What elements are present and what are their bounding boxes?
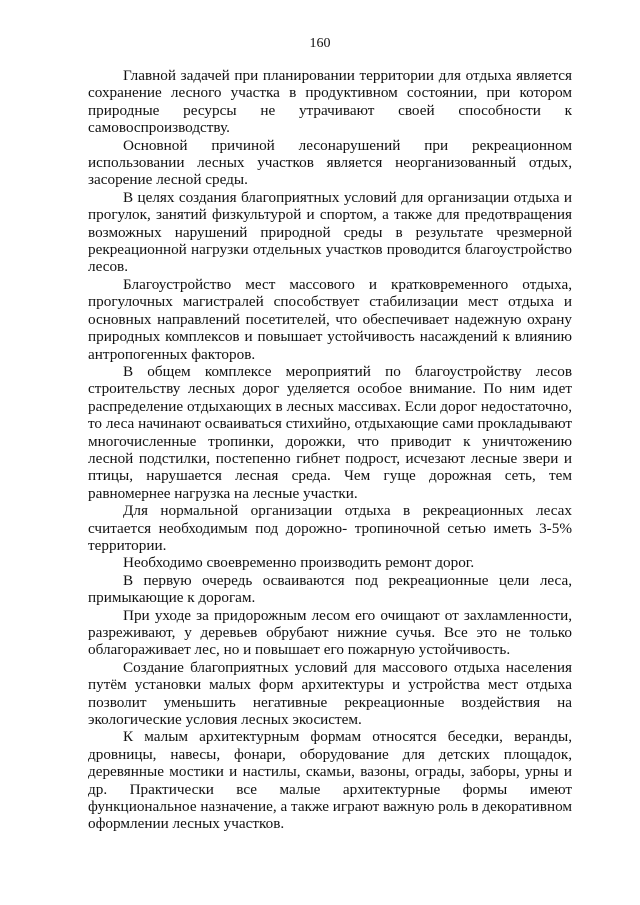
paragraph: Главной задачей при планировании территории для отдыха является сохранение лесного участка в продуктивном состоянии, при котором природные ресурсы не утрачивают своей способности к самовоспроизводству.	[88, 67, 572, 137]
paragraph: Для нормальной организации отдыха в рекреационных лесах считается необходимым под дорожно- тропиночной сетью иметь 3-5% территории.	[88, 502, 572, 554]
paragraph: При уходе за придорожным лесом его очищают от захламленности, разреживают, у деревьев обрубают нижние сучья. Все это не только облагораживает лес, но и повышает его пожарную устойчивость.	[88, 606, 572, 659]
paragraph: В первую очередь осваиваются под рекреационные цели леса, примыкающие к дорогам.	[88, 571, 572, 607]
paragraph: Основной причиной лесонарушений при рекреационном использовании лесных участков является неорганизованный отдых, засорение лесной среды.	[88, 136, 572, 189]
paragraph: Необходимо своевременно производить ремонт дорог.	[123, 554, 475, 572]
page-body	[88, 67, 572, 833]
paragraph: К малым архитектурным формам относятся беседки, веранды, дровницы, навесы, фонари, оборудование для детских площадок, деревянные мостики и настилы, скамьи, вазоны, ограды, заборы, урны и др. Практически все малые архитектурные формы имеют функциональное назначение, а также играют важную роль в декоративном оформлении лесных участков.	[88, 728, 572, 833]
paragraph: Создание благоприятных условий для массового отдыха населения путём установки малых форм архитектуры и устройства мест отдыха позволит уменьшить негативные рекреационные воздействия на экологические условия лесных экосистем.	[88, 658, 572, 729]
page-number: 160	[309, 36, 331, 51]
paragraph: В общем комплексе мероприятий по благоустройству лесов строительству лесных дорог уделяется особое внимание. По ним идет распределение отдыхающих в лесных массивах. Если дорог недостаточно, то леса начинают осваиваться стихийно, отдыхающие сами прокладывают многочисленные тропинки, дорожки, что приводит к уничтожению лесной подстилки, постепенно гибнет подрост, исчезают лесные звери и птицы, нарушается лесная среда. Чем гуще дорожная сеть, тем равномернее нагрузка на лесные участки.	[88, 362, 572, 502]
paragraph: В целях создания благоприятных условий для организации отдыха и прогулок, занятий физкультурой и спортом, а также для предотвращения возможных нарушений природной среды в результате чрезмерной рекреационной нагрузки отдельных участков проводится благоустройство лесов.	[88, 188, 572, 276]
paragraph: Благоустройство мест массового и кратковременного отдыха, прогулочных магистралей способствует стабилизации мест отдыха и основных направлений посетителей, что обеспечивает надежную охрану природных комплексов и повышает устойчивость насаждений к влиянию антропогенных факторов.	[88, 275, 572, 363]
